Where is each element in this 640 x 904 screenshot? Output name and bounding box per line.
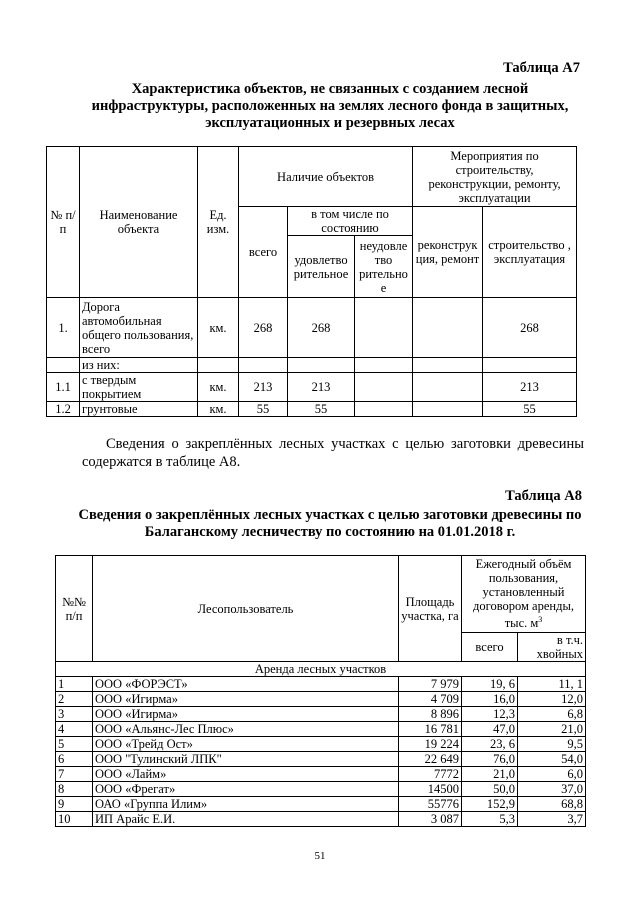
header-volume bbox=[462, 556, 586, 633]
row-area: 7772 bbox=[399, 767, 462, 782]
section-header: Аренда лесных участков bbox=[56, 662, 586, 677]
row-reconstruction bbox=[413, 373, 483, 402]
row-user: ООО «Игирма» bbox=[93, 692, 399, 707]
row-num: 6 bbox=[56, 752, 93, 767]
row-area: 16 781 bbox=[399, 722, 462, 737]
row-conifer: 68,8 bbox=[518, 797, 586, 812]
table-a8-title bbox=[60, 507, 600, 541]
table-a8-caption: Таблица А8 bbox=[505, 488, 582, 504]
table-a7-title-line3: эксплуатационных и резервных лесах bbox=[205, 115, 455, 131]
row-total: 50,0 bbox=[462, 782, 518, 797]
header-satisfactory: удовлетво рительное bbox=[288, 236, 355, 298]
row-unit: км. bbox=[198, 298, 239, 358]
row-conifer: 3,7 bbox=[518, 812, 586, 827]
header-including: в том числе по состоянию bbox=[288, 207, 413, 236]
row-num: 1 bbox=[56, 677, 93, 692]
row-num: 3 bbox=[56, 707, 93, 722]
header-volume-text: Ежегодный объём пользования, установленный договором аренды, тыс. м bbox=[473, 557, 574, 631]
table-row bbox=[56, 722, 586, 737]
row-reconstruction bbox=[413, 402, 483, 417]
table-row bbox=[47, 298, 577, 358]
row-satisfactory: 55 bbox=[288, 402, 355, 417]
row-num: 10 bbox=[56, 812, 93, 827]
table-row bbox=[56, 782, 586, 797]
row-total: 152,9 bbox=[462, 797, 518, 812]
row-unsatisfactory bbox=[355, 373, 413, 402]
table-row bbox=[56, 752, 586, 767]
row-area: 55776 bbox=[399, 797, 462, 812]
row-area: 22 649 bbox=[399, 752, 462, 767]
row-conifer: 54,0 bbox=[518, 752, 586, 767]
row-conifer: 6,0 bbox=[518, 767, 586, 782]
row-num: 1. bbox=[47, 298, 80, 358]
table-row bbox=[56, 767, 586, 782]
header-area: Площадь участка, га bbox=[399, 556, 462, 662]
header-conifer: в т.ч. хвойных bbox=[518, 633, 586, 662]
row-total: 16,0 bbox=[462, 692, 518, 707]
table-a7 bbox=[46, 146, 577, 417]
row-area: 3 087 bbox=[399, 812, 462, 827]
row-num: 8 bbox=[56, 782, 93, 797]
header-presence: Наличие объектов bbox=[239, 147, 413, 207]
row-total: 76,0 bbox=[462, 752, 518, 767]
header-volume-sup: 3 bbox=[538, 615, 543, 625]
row-total: 23, 6 bbox=[462, 737, 518, 752]
row-user: ООО "Тулинский ЛПК" bbox=[93, 752, 399, 767]
row-user: ООО «Трейд Ост» bbox=[93, 737, 399, 752]
header-unsatisfactory: неудовле тво рительно е bbox=[355, 236, 413, 298]
table-a7-title-line1: Характеристика объектов, не связанных с созданием лесной bbox=[131, 81, 529, 97]
table-row bbox=[56, 692, 586, 707]
table-a8-title-line1: Сведения о закреплённых лесных участках с целью заготовки древесины по bbox=[78, 507, 582, 523]
row-total: 12,3 bbox=[462, 707, 518, 722]
row-name: грунтовые bbox=[80, 402, 198, 417]
row-construction: 213 bbox=[483, 373, 577, 402]
row-conifer: 6,8 bbox=[518, 707, 586, 722]
table-a7-title-line2: инфраструктуры, расположенных на землях лесного фонда в защитных, bbox=[91, 98, 569, 114]
header-name: Наименование объекта bbox=[80, 147, 198, 298]
header-measures: Мероприятия по строительству, реконструкции, ремонту, эксплуатации bbox=[413, 147, 577, 207]
row-construction: 55 bbox=[483, 402, 577, 417]
table-row bbox=[56, 737, 586, 752]
row-construction: 268 bbox=[483, 298, 577, 358]
row-total: 47,0 bbox=[462, 722, 518, 737]
row-unit: км. bbox=[198, 373, 239, 402]
row-conifer: 21,0 bbox=[518, 722, 586, 737]
row-total: 19, 6 bbox=[462, 677, 518, 692]
table-row bbox=[56, 677, 586, 692]
table-row bbox=[47, 402, 577, 417]
row-conifer: 9,5 bbox=[518, 737, 586, 752]
row-total: 213 bbox=[239, 373, 288, 402]
table-a8-title-line2: Балаганскому лесничеству по состоянию на 01.01.2018 г. bbox=[144, 524, 516, 540]
row-total: 21,0 bbox=[462, 767, 518, 782]
row-area: 8 896 bbox=[399, 707, 462, 722]
header-reconstruction: реконструк ция, ремонт bbox=[413, 207, 483, 298]
row-total: 5,3 bbox=[462, 812, 518, 827]
row-conifer: 12,0 bbox=[518, 692, 586, 707]
row-user: ИП Арайс Е.И. bbox=[93, 812, 399, 827]
row-area: 19 224 bbox=[399, 737, 462, 752]
row-user: ООО «ФОРЭСТ» bbox=[93, 677, 399, 692]
row-total: 55 bbox=[239, 402, 288, 417]
row-reconstruction bbox=[413, 298, 483, 358]
table-row bbox=[56, 707, 586, 722]
header-construction: строительство , эксплуатация bbox=[483, 207, 577, 298]
row-area: 7 979 bbox=[399, 677, 462, 692]
row-user: ООО «Игирма» bbox=[93, 707, 399, 722]
table-a7-title bbox=[60, 81, 600, 132]
row-unit: км. bbox=[198, 402, 239, 417]
row-user: ООО «Фрегат» bbox=[93, 782, 399, 797]
table-row bbox=[47, 373, 577, 402]
row-conifer: 37,0 bbox=[518, 782, 586, 797]
row-unsatisfactory bbox=[355, 402, 413, 417]
table-row bbox=[56, 797, 586, 812]
table-a7-caption: Таблица А7 bbox=[503, 60, 580, 76]
row-user: ООО «Лайм» bbox=[93, 767, 399, 782]
header-total: всего bbox=[462, 633, 518, 662]
body-paragraph: Сведения о закреплённых лесных участках с целью заготовки древесины содержатся в таблице А8. bbox=[82, 436, 584, 470]
header-num: № п/п bbox=[47, 147, 80, 298]
row-num: 9 bbox=[56, 797, 93, 812]
row-num: 2 bbox=[56, 692, 93, 707]
row-user: ОАО «Группа Илим» bbox=[93, 797, 399, 812]
row-num: 7 bbox=[56, 767, 93, 782]
row-name: с твердым покрытием bbox=[80, 373, 198, 402]
row-user: ООО «Альянс-Лес Плюс» bbox=[93, 722, 399, 737]
header-unit: Ед. изм. bbox=[198, 147, 239, 298]
page-number: 51 bbox=[314, 850, 326, 862]
row-subheader: из них: bbox=[80, 358, 198, 373]
row-area: 14500 bbox=[399, 782, 462, 797]
header-num: №№ п/п bbox=[56, 556, 93, 662]
row-conifer: 11, 1 bbox=[518, 677, 586, 692]
row-satisfactory: 268 bbox=[288, 298, 355, 358]
table-subheader-row bbox=[47, 358, 577, 373]
row-num: 1.1 bbox=[47, 373, 80, 402]
row-num: 1.2 bbox=[47, 402, 80, 417]
row-unsatisfactory bbox=[355, 298, 413, 358]
row-area: 4 709 bbox=[399, 692, 462, 707]
row-total: 268 bbox=[239, 298, 288, 358]
row-name: Дорога автомобильная общего пользования, всего bbox=[80, 298, 198, 358]
header-total: всего bbox=[239, 207, 288, 298]
table-a8 bbox=[55, 555, 586, 827]
row-num: 4 bbox=[56, 722, 93, 737]
row-num: 5 bbox=[56, 737, 93, 752]
header-user: Лесопользователь bbox=[93, 556, 399, 662]
table-row bbox=[56, 812, 586, 827]
row-satisfactory: 213 bbox=[288, 373, 355, 402]
